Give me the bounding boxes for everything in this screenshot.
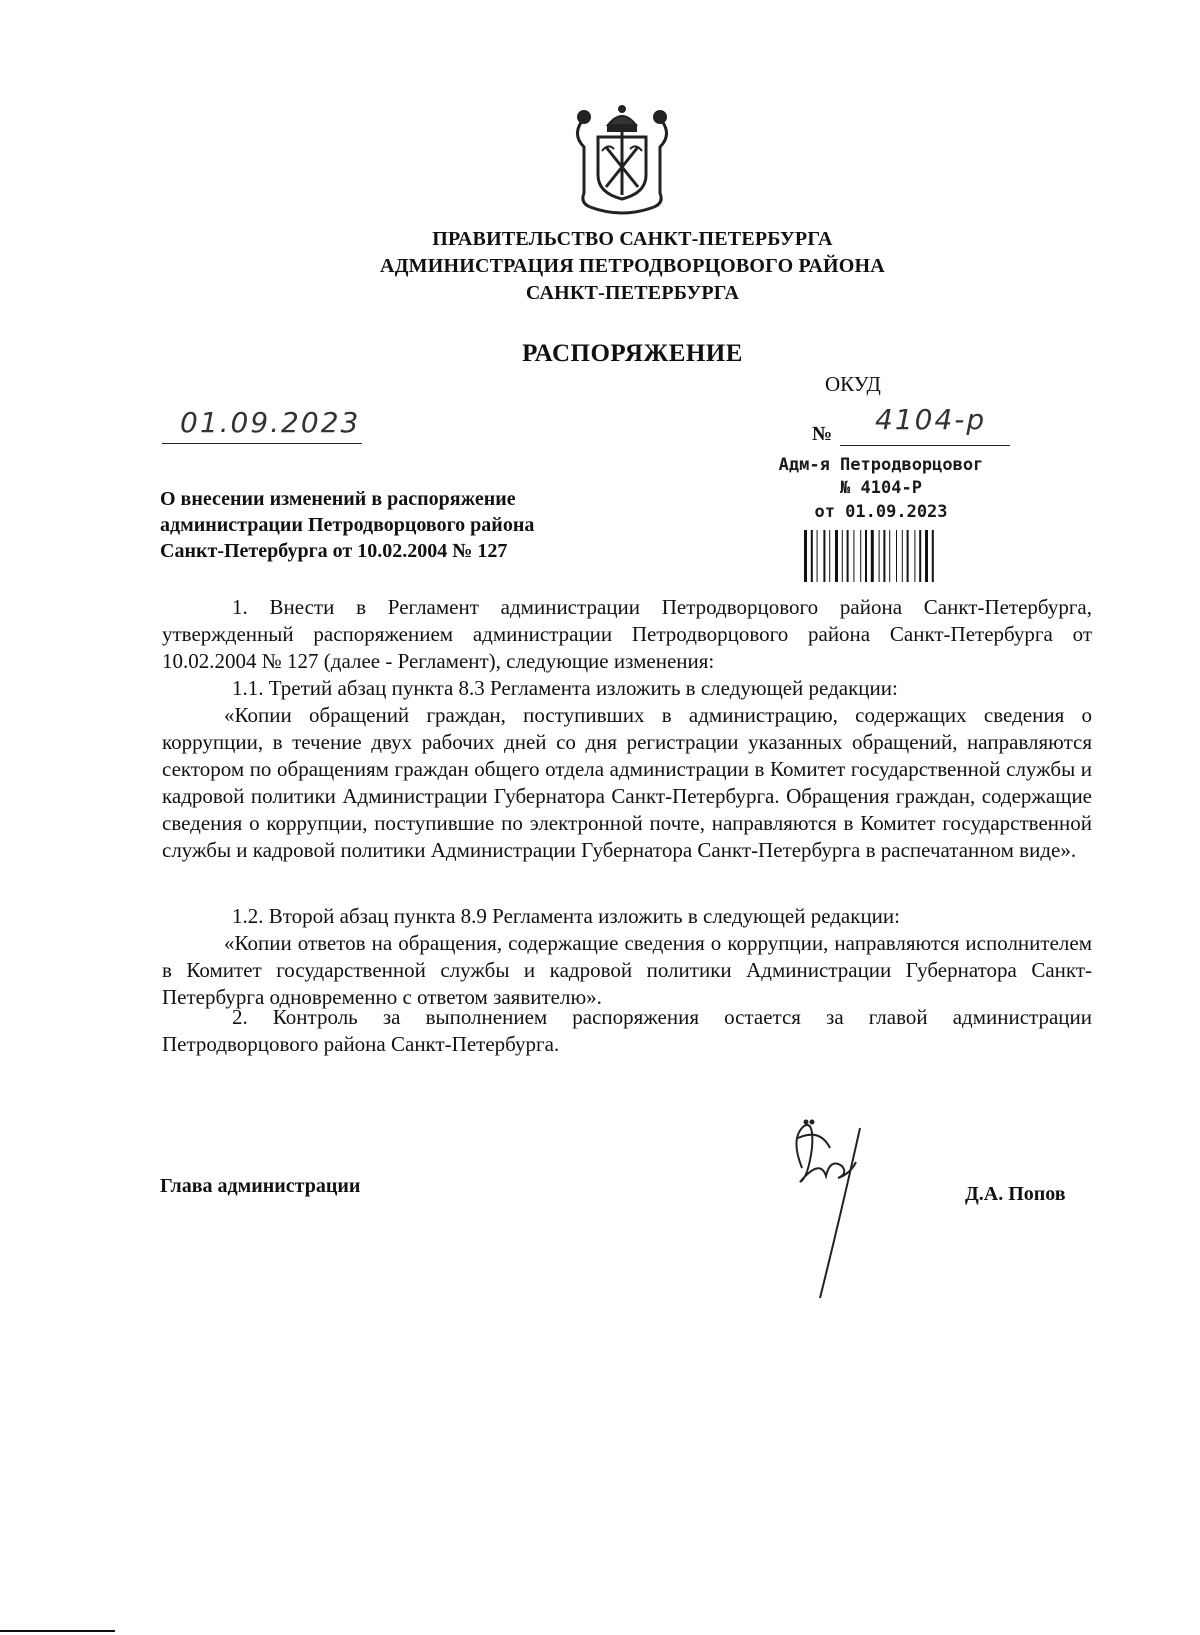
number-underline [840, 445, 1010, 446]
paragraph-2: 2. Контроль за выполнением распоряжения остается за главой администрации Петродворцового района Санкт-Петербурга. [162, 1005, 1092, 1056]
coat-of-arms-emblem [568, 103, 676, 215]
barcode-bar [879, 530, 880, 582]
date-underline [162, 443, 362, 444]
paragraph-1-1: 1.1. Третий абзац пункта 8.3 Регламента изложить в следующей редакции: [232, 676, 898, 700]
barcode-bar [804, 530, 807, 582]
barcode-bar [817, 530, 818, 582]
barcode-bar [932, 530, 934, 582]
paragraph-1-1-quote: «Копии обращений граждан, поступивших в администрацию, содержащих сведения о коррупции, в течение двух рабочих дней со дня регистрации указанных обращений, направляются сектором по обращениям граждан общего отдела администрации в Комитет государственной службы и кадровой политики Администрации Губернатора Санкт-Петербурга. Обращения граждан, содержащие сведения о коррупции, поступившие по электронной почте, направляются в Комитет государственной службы и кадровой политики Администрации Губернатора Санкт-Петербурга в распечатанном виде». [162, 703, 1092, 862]
barcode-bar [853, 530, 854, 582]
document-number: 4104-р [875, 403, 987, 436]
barcode-bar [925, 530, 928, 582]
barcode-bar [902, 530, 903, 582]
barcode-bar [835, 530, 838, 582]
header-city: САНКТ-ПЕТЕРБУРГА [525, 282, 740, 304]
handwritten-signature [790, 1118, 900, 1308]
barcode-bar [907, 530, 909, 582]
subject-line-1: О внесении изменений в распоряжение [160, 488, 516, 510]
barcode-bar [871, 530, 874, 582]
barcode-bar [842, 530, 843, 582]
registration-stamp-office: Адм-я Петродворцовог [778, 455, 984, 475]
signatory-role: Глава администрации [160, 1175, 361, 1197]
barcode [804, 530, 969, 582]
paragraph-1-2-quote: «Копии ответов на обращения, содержащие сведения о коррупции, направляются исполнителем в Комитет государственной службы и кадровой политики Администрации Губернатора Санкт-Петербурга одновременно с ответом заявителю». [162, 931, 1092, 1009]
signatory-name: Д.А. Попов [965, 1183, 1066, 1205]
okud-label: ОКУД [825, 372, 881, 396]
barcode-bar [823, 530, 825, 582]
barcode-bar [919, 530, 921, 582]
header-government: ПРАВИТЕЛЬСТВО САНКТ-ПЕТЕРБУРГА [432, 228, 833, 250]
barcode-bar [896, 530, 897, 582]
barcode-bar [829, 530, 830, 582]
document-date: 01.09.2023 [180, 406, 361, 439]
page-edge-mark [0, 1630, 115, 1632]
barcode-bar [883, 530, 885, 582]
barcode-bar [914, 530, 915, 582]
number-label: № [812, 423, 833, 445]
registration-stamp-date: от 01.09.2023 [814, 502, 948, 522]
barcode-bar [811, 530, 813, 582]
barcode-bar [889, 530, 890, 582]
paragraph-1: 1. Внести в Регламент администрации Петродворцового района Санкт-Петербурга, утвержденный распоряжением администрации Петродворцового района Санкт-Петербурга от 10.02.2004 № 127 (далее - Регламент), следующие изменения: [162, 595, 1092, 673]
document-title: РАСПОРЯЖЕНИЕ [522, 340, 743, 367]
barcode-bar [847, 530, 849, 582]
registration-stamp-number: № 4104-Р [840, 478, 922, 498]
subject-line-3: Санкт-Петербурга от 10.02.2004 № 127 [160, 540, 508, 562]
paragraph-1-2: 1.2. Второй абзац пункта 8.9 Регламента изложить в следующей редакции: [232, 904, 900, 928]
subject-line-2: администрации Петродворцового района [160, 514, 535, 536]
barcode-bar [860, 530, 861, 582]
barcode-bar [865, 530, 867, 582]
header-administration: АДМИНИСТРАЦИЯ ПЕТРОДВОРЦОВОГО РАЙОНА [380, 255, 885, 277]
